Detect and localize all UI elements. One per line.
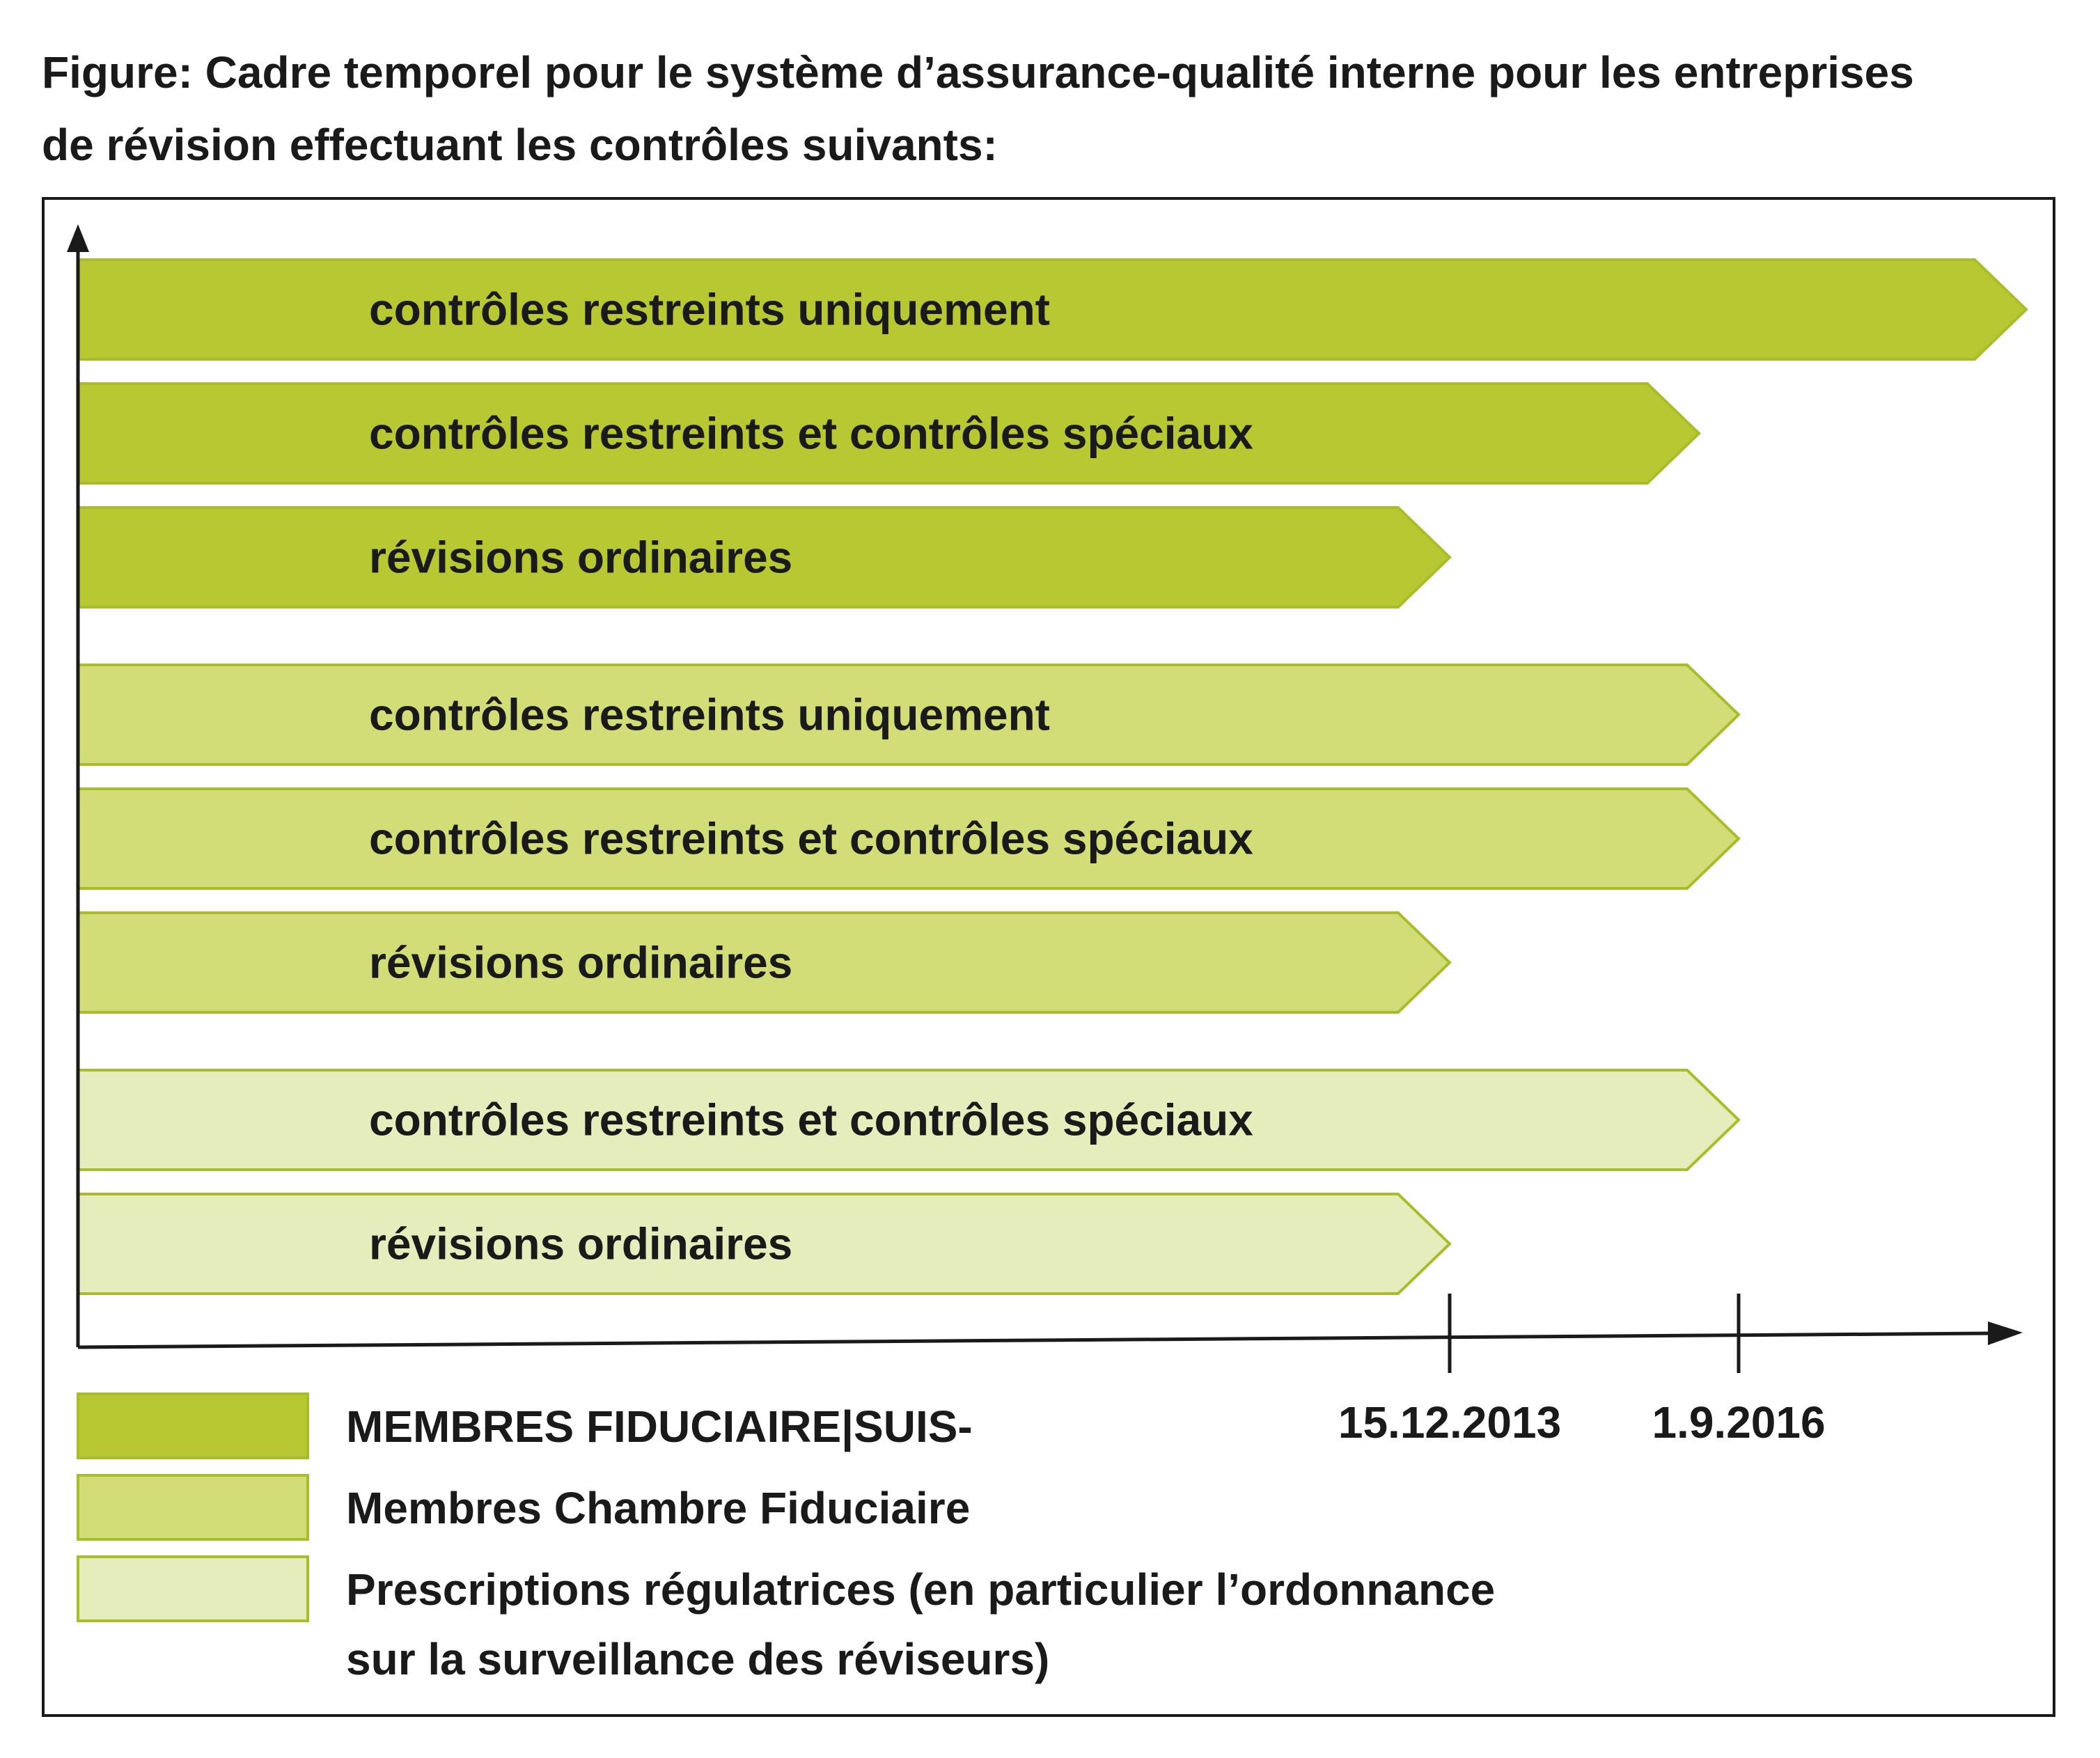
bar-3	[78, 508, 1450, 607]
figure-title-line-1: Figure: Cadre temporel pour le système d’assurance-qualité interne pour les entreprises	[42, 47, 1914, 97]
bars-layer	[78, 260, 2026, 1294]
bar-label-7: contrôles restreints et contrôles spéciaux	[369, 1094, 1253, 1145]
legend-label-1: MEMBRES FIDUCIAIRE|SUIS-	[346, 1402, 973, 1452]
tick-label-2: 1.9.2016	[1652, 1397, 1826, 1447]
bar-label-1: contrôles restreints uniquement	[369, 284, 1050, 335]
bar-8	[78, 1194, 1450, 1294]
legend-label-2: Membres Chambre Fiduciaire	[346, 1483, 971, 1533]
legend-swatch-2	[78, 1475, 308, 1539]
bar-label-6: révisions ordinaires	[369, 937, 793, 988]
x-axis-line	[78, 1333, 1995, 1347]
bar-6	[78, 913, 1450, 1012]
legend-label-3-line-2: sur la surveillance des réviseurs)	[346, 1634, 1050, 1684]
legend-swatch-1	[78, 1394, 308, 1458]
bar-label-4: contrôles restreints uniquement	[369, 689, 1050, 740]
bar-1	[78, 260, 2026, 359]
bar-label-5: contrôles restreints et contrôles spéciaux	[369, 813, 1253, 864]
legend-label-3-line-1: Prescriptions régulatrices (en particulier l’ordonnance	[346, 1564, 1496, 1615]
legend-item-1	[78, 1394, 973, 1458]
legend-item-3	[78, 1557, 1495, 1684]
bar-7	[78, 1070, 1739, 1170]
bar-label-3: révisions ordinaires	[369, 532, 793, 583]
x-axis-arrowhead	[1988, 1321, 2023, 1345]
bar-5	[78, 789, 1739, 888]
legend-item-2	[78, 1475, 970, 1539]
bar-2	[78, 384, 1699, 483]
legend-swatch-3	[78, 1557, 308, 1621]
y-axis-arrowhead	[67, 224, 89, 252]
bar-4	[78, 665, 1739, 764]
tick-label-1: 15.12.2013	[1338, 1397, 1562, 1447]
bar-label-8: révisions ordinaires	[369, 1218, 793, 1269]
figure-title-line-2: de révision effectuant les contrôles suivants:	[42, 120, 998, 170]
legend-layer	[78, 1394, 1495, 1684]
bar-label-2: contrôles restreints et contrôles spéciaux	[369, 408, 1253, 459]
